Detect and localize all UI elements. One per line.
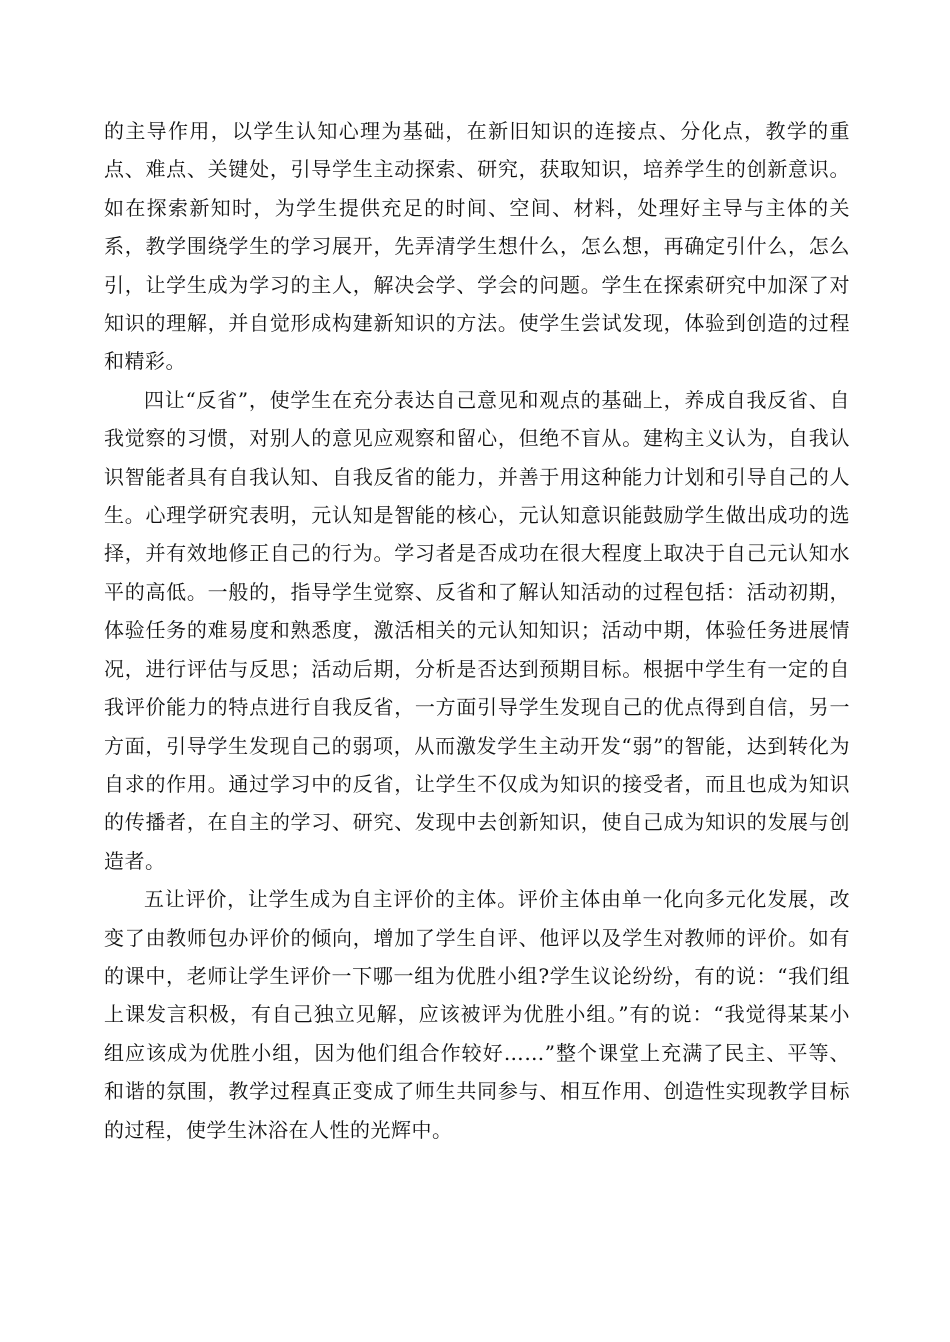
paragraph-1: 的主导作用，以学生认知心理为基础，在新旧知识的连接点、分化点，教学的重点、难点、关键处，引导学生主动探索、研究，获取知识，培养学生的创新意识。如在探索新知时，为学生提供充足的时间、空间、材料，处理好主导与主体的关系，教学围绕学生的学习展开，先弄清学生想什么，怎么想，再确定引什么，怎么引，让学生成为学习的主人，解决会学、学会的问题。学生在探索研究中加深了对知识的理解，并自觉形成构建新知识的方法。使学生尝试发现，体验到创造的过程和精彩。 [104,119,850,374]
paragraph-3: 五让评价，让学生成为自主评价的主体。评价主体由单一化向多元化发展，改变了由教师包办评价的倾向，增加了学生自评、他评以及学生对教师的评价。如有的课中，老师让学生评价一下哪一组为优胜小组?学生议论纷纷，有的说：“我们组上课发言积极，有自己独立见解，应该被评为优胜小组。”有的说：“我觉得某某小组应该成为优胜小组，因为他们组合作较好……”整个课堂上充满了民主、平等、和谐的氛围，教学过程真正变成了师生共同参与、相互作用、创造性实现教学目标的过程，使学生沐浴在人性的光辉中。 [104,887,850,1142]
paragraph-2: 四让“反省”，使学生在充分表达自己意见和观点的基础上，养成自我反省、自我觉察的习惯，对别人的意见应观察和留心，但绝不盲从。建构主义认为，自我认识智能者具有自我认知、自我反省的能力，并善于用这种能力计划和引导自己的人生。心理学研究表明，元认知是智能的核心，元认知意识能鼓励学生做出成功的选择，并有效地修正自己的行为。学习者是否成功在很大程度上取决于自己元认知水平的高低。一般的，指导学生觉察、反省和了解认知活动的过程包括：活动初期，体验任务的难易度和熟悉度，激活相关的元认知知识；活动中期，体验任务进展情况，进行评估与反思；活动后期，分析是否达到预期目标。根据中学生有一定的自我评价能力的特点进行自我反省，一方面引导学生发现自己的优点得到自信，另一方面，引导学生发现自己的弱项，从而激发学生主动开发“弱”的智能，达到转化为自求的作用。通过学习中的反省，让学生不仅成为知识的接受者，而且也成为知识的传播者，在自主的学习、研究、发现中去创新知识，使自己成为知识的发展与创造者。 [104,387,850,873]
